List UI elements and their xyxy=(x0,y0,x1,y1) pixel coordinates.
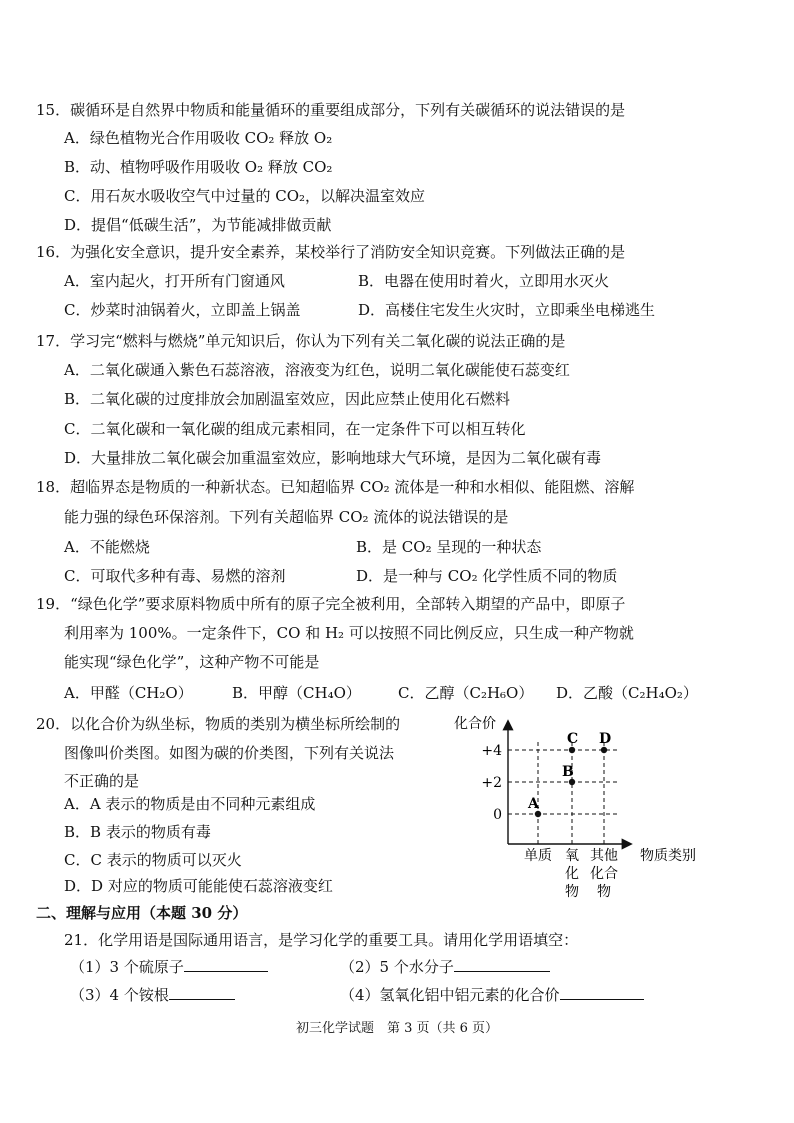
x-category-label: 氧 xyxy=(565,848,579,864)
valence-category-diagram xyxy=(450,712,710,907)
q18-stem-line1: 18．超临界态是物质的一种新状态。已知超临界 CO₂ 流体是一种和水相似、能阻燃、溶解 xyxy=(36,478,635,496)
q21-item-1-label: （1）3 个硫原子 xyxy=(70,958,184,976)
answer-blank-3[interactable] xyxy=(169,985,235,1000)
q15-stem: 15．碳循环是自然界中物质和能量循环的重要组成部分，下列有关碳循环的说法错误的是 xyxy=(36,101,626,119)
q21-item-3-label: （3）4 个铵根 xyxy=(70,986,169,1004)
q15-option-a: A．绿色植物光合作用吸收 CO₂ 释放 O₂ xyxy=(64,129,333,147)
x-category-label: 其他 xyxy=(590,848,618,864)
q17-option-c: C．二氧化碳和一氧化碳的组成元素相同，在一定条件下可以相互转化 xyxy=(64,420,526,438)
q20-stem-line2: 图像叫价类图。如图为碳的价类图，下列有关说法 xyxy=(64,744,395,762)
point-label-d: D xyxy=(599,731,612,747)
y-tick-label: +4 xyxy=(481,743,502,759)
q16-option-d: D．高楼住宅发生火灾时，立即乘坐电梯逃生 xyxy=(358,301,656,319)
q20-option-d: D．D 对应的物质可能能使石蕊溶液变红 xyxy=(64,877,333,895)
q15-option-b: B．动、植物呼吸作用吸收 O₂ 释放 CO₂ xyxy=(64,158,333,176)
q16-option-b: B．电器在使用时着火，立即用水灭火 xyxy=(358,272,610,290)
point-d xyxy=(601,747,607,753)
q20-option-c: C．C 表示的物质可以灭火 xyxy=(64,851,242,869)
answer-blank-1[interactable] xyxy=(184,957,268,972)
q21-item-3 xyxy=(70,985,235,1005)
q21-item-4-label: （4）氢氧化铝中铝元素的化合价 xyxy=(340,986,560,1004)
point-label-c: C xyxy=(567,731,579,747)
q21-item-4 xyxy=(340,985,644,1005)
q20-stem-line3: 不正确的是 xyxy=(64,772,140,790)
y-tick-label: 0 xyxy=(493,807,502,823)
q21-item-2 xyxy=(340,957,550,977)
q20-option-a: A．A 表示的物质是由不同种元素组成 xyxy=(64,795,316,813)
q17-stem: 17．学习完“燃料与燃烧”单元知识后，你认为下列有关二氧化碳的说法正确的是 xyxy=(36,332,566,350)
point-label-a: A xyxy=(528,796,539,812)
q19-stem-line2: 利用率为 100%。一定条件下，CO 和 H₂ 可以按照不同比例反应，只生成一种产物就 xyxy=(64,624,634,642)
q20-stem-line1: 20．以化合价为纵坐标，物质的类别为横坐标所绘制的 xyxy=(36,715,401,733)
q16-option-a: A．室内起火，打开所有门窗通风 xyxy=(64,272,285,290)
q18-stem-line2: 能力强的绿色环保溶剂。下列有关超临界 CO₂ 流体的说法错误的是 xyxy=(64,508,509,526)
answer-blank-4[interactable] xyxy=(560,985,644,1000)
x-category-label: 物 xyxy=(597,884,611,900)
q18-option-a: A．不能燃烧 xyxy=(64,538,150,556)
section-2-title: 二、理解与应用（本题 30 分） xyxy=(36,904,248,922)
q21-item-2-label: （2）5 个水分子 xyxy=(340,958,454,976)
q20-option-b: B．B 表示的物质有毒 xyxy=(64,823,211,841)
y-tick-label: +2 xyxy=(481,775,502,791)
q15-option-d: D．提倡“低碳生活”，为节能减排做贡献 xyxy=(64,216,332,234)
point-label-b: B xyxy=(562,764,574,780)
q18-option-c: C．可取代多种有毒、易燃的溶剂 xyxy=(64,567,286,585)
x-category-label: 化合 xyxy=(590,866,618,882)
answer-blank-2[interactable] xyxy=(454,957,550,972)
x-category-label: 物 xyxy=(565,884,579,900)
point-c xyxy=(569,747,575,753)
q19-stem-line1: 19．“绿色化学”要求原料物质中所有的原子完全被利用，全部转入期望的产品中，即原子 xyxy=(36,595,626,613)
q17-option-d: D．大量排放二氧化碳会加重温室效应，影响地球大气环境，是因为二氧化碳有毒 xyxy=(64,449,602,467)
q21-stem: 21．化学用语是国际通用语言，是学习化学的重要工具。请用化学用语填空： xyxy=(64,931,579,949)
x-category-label: 单质 xyxy=(524,848,552,864)
q19-option-d: D．乙酸（C₂H₄O₂） xyxy=(556,684,698,702)
q19-option-b: B．甲醇（CH₄O） xyxy=(232,684,361,702)
q17-option-a: A．二氧化碳通入紫色石蕊溶液，溶液变为红色，说明二氧化碳能使石蕊变红 xyxy=(64,361,570,379)
q19-stem-line3: 能实现“绿色化学”，这种产物不可能是 xyxy=(64,653,320,671)
q21-item-1 xyxy=(70,957,268,977)
q19-option-c: C．乙醇（C₂H₆O） xyxy=(398,684,534,702)
page-footer: 初三化学试题 第 3 页（共 6 页） xyxy=(295,1021,499,1036)
y-axis-title: 化合价 xyxy=(454,716,496,732)
q15-option-c: C．用石灰水吸收空气中过量的 CO₂，以解决温室效应 xyxy=(64,187,426,205)
q19-option-a: A．甲醛（CH₂O） xyxy=(64,684,193,702)
q18-option-b: B．是 CO₂ 呈现的一种状态 xyxy=(356,538,542,556)
q16-option-c: C．炒菜时油锅着火，立即盖上锅盖 xyxy=(64,301,301,319)
x-axis-title: 物质类别 xyxy=(640,848,696,864)
q16-stem: 16．为强化安全意识，提升安全素养，某校举行了消防安全知识竞赛。下列做法正确的是 xyxy=(36,243,626,261)
q17-option-b: B．二氧化碳的过度排放会加剧温室效应，因此应禁止使用化石燃料 xyxy=(64,390,511,408)
q18-option-d: D．是一种与 CO₂ 化学性质不同的物质 xyxy=(356,567,618,585)
x-category-label: 化 xyxy=(565,866,579,882)
